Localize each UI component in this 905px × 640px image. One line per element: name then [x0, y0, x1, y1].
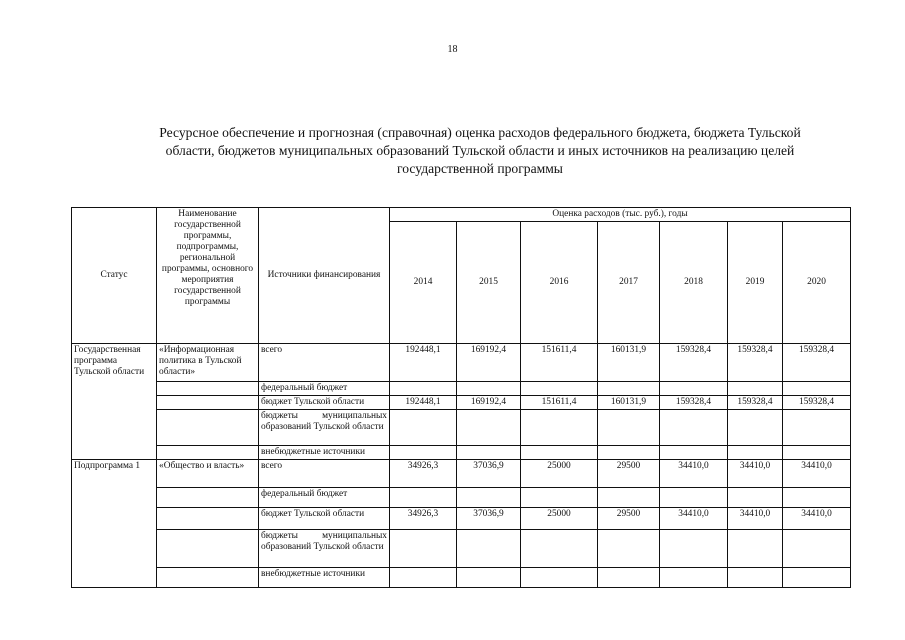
value-cell: 29500	[598, 508, 660, 530]
value-cell: 160131,9	[598, 396, 660, 410]
value-cell	[660, 446, 728, 460]
program-name-cell	[157, 396, 259, 410]
header-year: 2018	[660, 222, 728, 344]
value-cell: 34410,0	[728, 508, 783, 530]
table-row	[72, 488, 851, 508]
header-status: Статус	[72, 208, 157, 344]
source-cell: бюджет Тульской области	[259, 396, 390, 410]
value-cell	[457, 568, 521, 588]
source-cell: федеральный бюджет	[259, 382, 390, 396]
value-cell: 25000	[521, 508, 598, 530]
program-name-cell	[157, 568, 259, 588]
value-cell	[660, 568, 728, 588]
value-cell	[390, 382, 457, 396]
value-cell: 34926,3	[390, 508, 457, 530]
value-cell	[660, 382, 728, 396]
status-cell: Подпрограмма 1	[72, 460, 157, 588]
title-line-3: государственной программы	[397, 161, 563, 176]
value-cell: 159328,4	[783, 344, 851, 382]
source-cell: всего	[259, 460, 390, 488]
source-cell: федеральный бюджет	[259, 488, 390, 508]
source-cell: бюджет Тульской области	[259, 508, 390, 530]
value-cell	[521, 410, 598, 446]
value-cell	[598, 382, 660, 396]
page-number: 18	[447, 44, 458, 55]
value-cell	[521, 530, 598, 568]
source-cell: внебюджетные источники	[259, 446, 390, 460]
value-cell	[660, 488, 728, 508]
value-cell	[783, 568, 851, 588]
value-cell	[728, 488, 783, 508]
table-row	[72, 410, 851, 446]
value-cell	[598, 568, 660, 588]
program-name-cell	[157, 410, 259, 446]
budget-table	[71, 207, 851, 588]
value-cell: 34410,0	[783, 508, 851, 530]
table-row	[72, 344, 851, 382]
header-year: 2015	[457, 222, 521, 344]
value-cell	[598, 410, 660, 446]
header-year: 2016	[521, 222, 598, 344]
table-row	[72, 568, 851, 588]
value-cell: 159328,4	[728, 344, 783, 382]
table-row	[72, 446, 851, 460]
program-name-cell	[157, 446, 259, 460]
header-year: 2020	[783, 222, 851, 344]
value-cell	[660, 410, 728, 446]
value-cell: 34410,0	[660, 508, 728, 530]
document-title	[100, 124, 860, 178]
value-cell: 37036,9	[457, 508, 521, 530]
source-cell: бюджеты муниципальных образований Тульской области	[259, 530, 390, 568]
header-sources: Источники финансирования	[259, 208, 390, 344]
header-year: 2017	[598, 222, 660, 344]
program-name-cell	[157, 382, 259, 396]
source-cell: внебюджетные источники	[259, 568, 390, 588]
program-name-cell	[157, 488, 259, 508]
program-name-cell: «Общество и власть»	[157, 460, 259, 488]
value-cell: 159328,4	[660, 344, 728, 382]
value-cell	[390, 410, 457, 446]
value-cell	[390, 446, 457, 460]
header-year: 2019	[728, 222, 783, 344]
value-cell: 192448,1	[390, 396, 457, 410]
value-cell	[457, 382, 521, 396]
value-cell	[728, 410, 783, 446]
value-cell	[521, 382, 598, 396]
value-cell: 159328,4	[660, 396, 728, 410]
value-cell	[728, 382, 783, 396]
source-cell: всего	[259, 344, 390, 382]
value-cell	[521, 568, 598, 588]
value-cell	[598, 446, 660, 460]
value-cell	[521, 446, 598, 460]
value-cell: 37036,9	[457, 460, 521, 488]
value-cell: 151611,4	[521, 344, 598, 382]
program-name-cell: «Информационная политика в Тульской области»	[157, 344, 259, 382]
value-cell: 192448,1	[390, 344, 457, 382]
value-cell	[521, 488, 598, 508]
table-row	[72, 396, 851, 410]
value-cell	[457, 446, 521, 460]
table-row	[72, 508, 851, 530]
title-line-1: Ресурсное обеспечение и прогнозная (справочная) оценка расходов федерального бюджета, бюджета Тульской	[159, 125, 801, 140]
value-cell: 159328,4	[783, 396, 851, 410]
program-name-cell	[157, 508, 259, 530]
value-cell: 169192,4	[457, 344, 521, 382]
value-cell	[390, 568, 457, 588]
table-row	[72, 382, 851, 396]
value-cell	[457, 410, 521, 446]
header-name: Наименование государственной программы, подпрограммы, региональной программы, основного мероприятия государственной программы	[157, 208, 259, 344]
program-name-cell	[157, 530, 259, 568]
value-cell	[728, 530, 783, 568]
value-cell	[783, 410, 851, 446]
value-cell	[598, 488, 660, 508]
header-year: 2014	[390, 222, 457, 344]
value-cell: 29500	[598, 460, 660, 488]
value-cell: 160131,9	[598, 344, 660, 382]
status-cell: Государственная программа Тульской области	[72, 344, 157, 460]
table-row	[72, 530, 851, 568]
value-cell: 159328,4	[728, 396, 783, 410]
value-cell	[457, 488, 521, 508]
source-cell: бюджеты муниципальных образований Тульской области	[259, 410, 390, 446]
value-cell: 34410,0	[783, 460, 851, 488]
value-cell	[728, 568, 783, 588]
value-cell	[783, 530, 851, 568]
value-cell	[457, 530, 521, 568]
value-cell	[390, 530, 457, 568]
value-cell: 25000	[521, 460, 598, 488]
title-line-2: области, бюджетов муниципальных образований Тульской области и иных источников на реализацию целей	[165, 143, 795, 158]
value-cell	[598, 530, 660, 568]
header-estimate: Оценка расходов (тыс. руб.), годы	[390, 208, 851, 222]
value-cell	[728, 446, 783, 460]
value-cell	[390, 488, 457, 508]
value-cell: 169192,4	[457, 396, 521, 410]
value-cell	[783, 382, 851, 396]
value-cell: 34926,3	[390, 460, 457, 488]
value-cell: 34410,0	[660, 460, 728, 488]
value-cell: 34410,0	[728, 460, 783, 488]
value-cell	[783, 488, 851, 508]
table-row	[72, 460, 851, 488]
value-cell	[660, 530, 728, 568]
value-cell: 151611,4	[521, 396, 598, 410]
value-cell	[783, 446, 851, 460]
